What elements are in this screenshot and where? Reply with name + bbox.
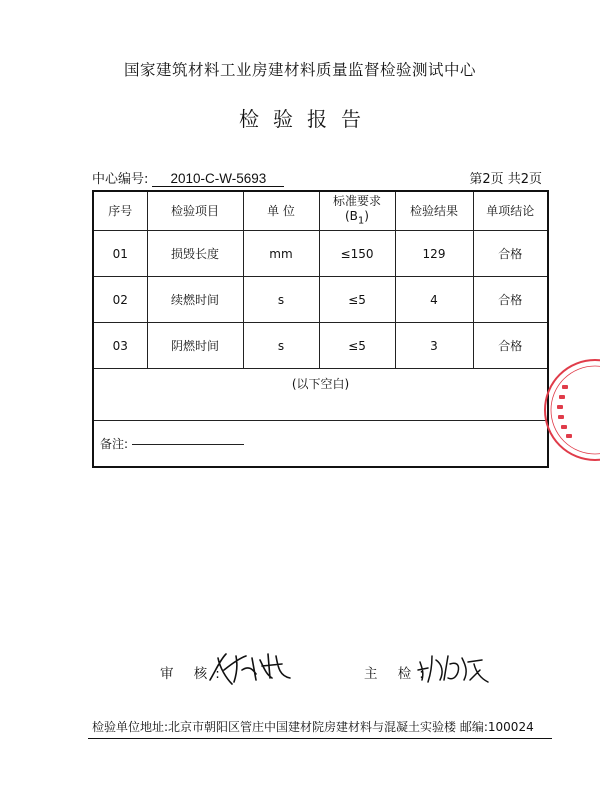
blank-area: [93, 369, 548, 421]
official-seal-stamp: [540, 355, 600, 465]
row-standard: ≤5: [319, 323, 395, 369]
remarks-line: [132, 444, 244, 445]
row-unit: s: [243, 277, 319, 323]
header-result: 检验结果: [395, 191, 473, 231]
row-seq: 02: [93, 277, 147, 323]
row-item: 损毁长度: [147, 231, 243, 277]
row-standard: ≤5: [319, 277, 395, 323]
row-seq: 03: [93, 323, 147, 369]
row-item: 阴燃时间: [147, 323, 243, 369]
center-number-value: 2010-C-W-5693: [152, 171, 284, 187]
organization-name: 国家建筑材料工业房建材料质量监督检验测试中心: [123, 61, 476, 79]
report-title: 检验报告: [239, 107, 375, 131]
inspector-label: 主 检:: [364, 666, 432, 682]
row-seq: 01: [93, 231, 147, 277]
table-header-row: [93, 191, 548, 231]
remarks-row: [93, 421, 548, 468]
row-result: 4: [395, 277, 473, 323]
lab-address: 检验单位地址:北京市朝阳区管庄中国建材院房建材料与混凝土实验楼 邮编:100024: [92, 720, 534, 734]
header-standard-open: (B: [345, 209, 358, 224]
blank-area-row: [93, 369, 548, 421]
row-conclusion: 合格: [473, 277, 548, 323]
header-standard-sub: 1: [357, 215, 365, 227]
inspector-signature: [414, 650, 494, 686]
header-seq: 序号: [93, 191, 147, 231]
center-number-row: [92, 168, 284, 187]
row-conclusion: 合格: [473, 323, 548, 369]
header-standard: [319, 191, 395, 231]
row-result: 129: [395, 231, 473, 277]
remarks-label: 备注:: [100, 437, 129, 451]
header-standard-close: ): [364, 209, 369, 224]
row-item: 续燃时间: [147, 277, 243, 323]
remarks-cell: [93, 421, 548, 468]
row-unit: mm: [243, 231, 319, 277]
row-unit: s: [243, 323, 319, 369]
center-number-label: 中心编号:: [92, 172, 149, 187]
row-conclusion: 合格: [473, 231, 548, 277]
header-standard-title: 标准要求: [332, 194, 381, 209]
row-result: 3: [395, 323, 473, 369]
header-conclusion: 单项结论: [473, 191, 548, 231]
reviewer-label: 审 核:: [160, 666, 228, 682]
header-item: 检验项目: [147, 191, 243, 231]
table-row: [93, 323, 548, 369]
results-table: [92, 190, 549, 468]
footer-divider: [88, 738, 552, 739]
table-row: [93, 231, 548, 277]
page-info: 第2页 共2页: [469, 172, 542, 187]
reviewer-signature: [206, 648, 296, 688]
header-unit: 单 位: [243, 191, 319, 231]
table-row: [93, 277, 548, 323]
row-standard: ≤150: [319, 231, 395, 277]
blank-note: (以下空白): [291, 377, 350, 391]
